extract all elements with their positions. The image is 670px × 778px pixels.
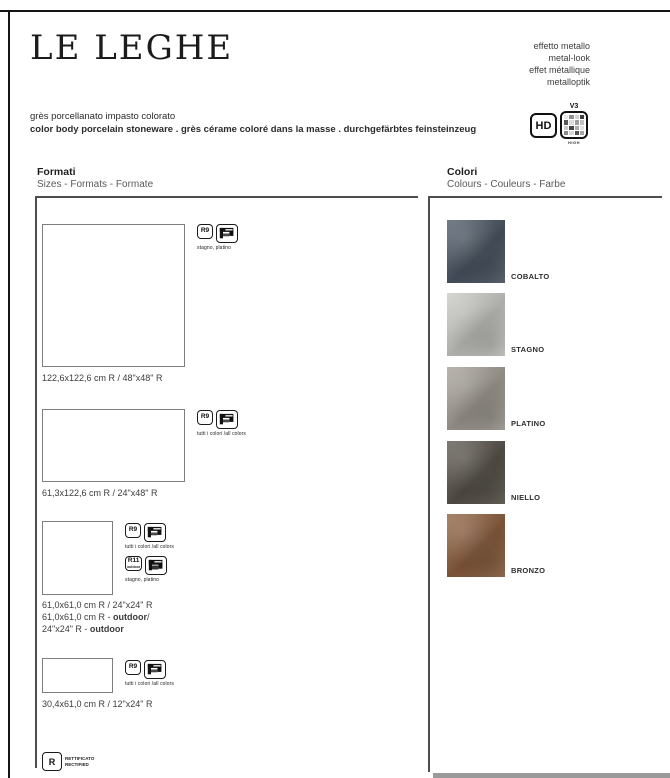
slip-rating-code: R9 (200, 227, 210, 235)
size-line: 61,0x61,0 cm R - outdoor/ (42, 612, 150, 622)
effect-line-de: metalloptik (546, 77, 590, 87)
rating-group-3b (125, 556, 167, 583)
rating-caption: tutti i colori /all colors (197, 431, 247, 437)
colors-border-left (428, 196, 430, 772)
swatch-image (447, 367, 505, 430)
colors-subtitle: Colours - Couleurs - Farbe (447, 179, 566, 190)
rating-badges-row (125, 556, 167, 575)
material-description (30, 110, 476, 136)
rating-caption: tutti i colori /all colors (125, 544, 175, 550)
slip-rating-badge-r9 (125, 523, 141, 538)
size-label-2: 61,3x122,6 cm R / 24"x48" R (42, 488, 158, 498)
rectified-legend (42, 752, 94, 771)
top-rule (0, 10, 670, 12)
size-line: 61,0x61,0 cm R / 24"x24" R (42, 600, 153, 610)
page-title: LE LEGHE (30, 28, 234, 68)
tile-outline-61x61 (42, 521, 113, 595)
hd-label: HD (535, 119, 552, 132)
thickness-caliper-icon (144, 523, 166, 542)
colors-title: Colori (447, 166, 478, 178)
rating-caption: stagno, platino (125, 577, 160, 583)
thickness-caliper-icon (216, 410, 238, 429)
rating-caption: stagno, platino (197, 245, 232, 251)
colors-heading (447, 166, 565, 190)
slip-rating-sub: outdoor (127, 564, 141, 569)
effect-line-fr: effet métallique (529, 65, 590, 75)
rating-badges-row (125, 660, 174, 679)
rectified-line-it: RETTIFICATO (65, 756, 95, 761)
rating-group-3a (125, 523, 174, 550)
slip-rating-code: R9 (128, 526, 138, 534)
colors-border-top (428, 196, 662, 198)
rectified-line-en: RECTIFIED (65, 761, 89, 767)
rating-group-1 (197, 224, 238, 251)
size-label-3 (42, 599, 152, 635)
swatch-label: COBALTO (511, 272, 550, 281)
swatch-label: PLATINO (511, 419, 546, 428)
swatch-image (447, 441, 505, 504)
left-rule (8, 10, 10, 778)
description-translations: color body porcelain stoneware . grès cérame coloré dans la masse . durchgefärbtes feinsteinzeug (30, 124, 477, 135)
formats-border-top (35, 196, 418, 198)
slip-rating-badge-r11-outdoor (125, 556, 142, 571)
thickness-caliper-icon (144, 660, 166, 679)
swatch-image (447, 220, 505, 283)
slip-rating-badge-r9 (125, 660, 141, 675)
swatch-label: BRONZO (511, 566, 546, 575)
tile-outline-122x122 (42, 224, 185, 367)
thickness-caliper-icon (216, 224, 238, 243)
swatch-image (447, 293, 505, 356)
size-label-4: 30,4x61,0 cm R / 12"x24" R (42, 699, 153, 709)
rating-badges-row (125, 523, 174, 542)
color-swatch-platino (447, 367, 545, 430)
hd-badge (530, 113, 557, 138)
bottom-page-edge (433, 773, 670, 778)
slip-rating-badge-r9 (197, 224, 213, 239)
rating-badges-row (197, 224, 238, 243)
size-line: 24"x24" R - outdoor (42, 624, 124, 634)
thickness-caliper-icon (145, 556, 167, 575)
rectified-text (65, 756, 94, 767)
slip-rating-code: R9 (128, 663, 138, 671)
tile-outline-61x122 (42, 409, 185, 482)
v3-sub-label: HIGH (568, 140, 580, 145)
rating-group-4 (125, 660, 174, 687)
swatch-label: STAGNO (511, 345, 545, 354)
rating-caption: tutti i colori /all colors (125, 681, 175, 687)
rectified-badge: R (42, 752, 62, 771)
v3-grid-icon (560, 111, 588, 139)
effect-line-en: metal-look (548, 53, 590, 63)
formats-title: Formati (37, 166, 76, 178)
slip-rating-code: R9 (200, 413, 210, 421)
formats-border-left (35, 196, 37, 768)
rating-badges-row (197, 410, 246, 429)
size-label-1: 122,6x122,6 cm R / 48"x48" R (42, 373, 163, 383)
formats-heading (37, 166, 153, 190)
swatch-label: NIELLO (511, 493, 541, 502)
color-swatch-bronzo (447, 514, 545, 577)
tile-outline-30x61 (42, 658, 113, 693)
slip-rating-badge-r9 (197, 410, 213, 425)
description-italian: grès porcellanato impasto colorato (30, 111, 176, 122)
effect-labels (529, 40, 590, 88)
rating-group-2 (197, 410, 246, 437)
color-swatch-niello (447, 441, 540, 504)
slip-rating-code: R11 (127, 557, 140, 565)
color-swatch-cobalto (447, 220, 550, 283)
v3-shade-variation-badge (558, 103, 590, 145)
color-swatch-stagno (447, 293, 544, 356)
formats-subtitle: Sizes - Formats - Formate (37, 179, 154, 190)
effect-line-it: effetto metallo (533, 41, 590, 51)
swatch-image (447, 514, 505, 577)
v3-label: V3 (569, 103, 579, 110)
